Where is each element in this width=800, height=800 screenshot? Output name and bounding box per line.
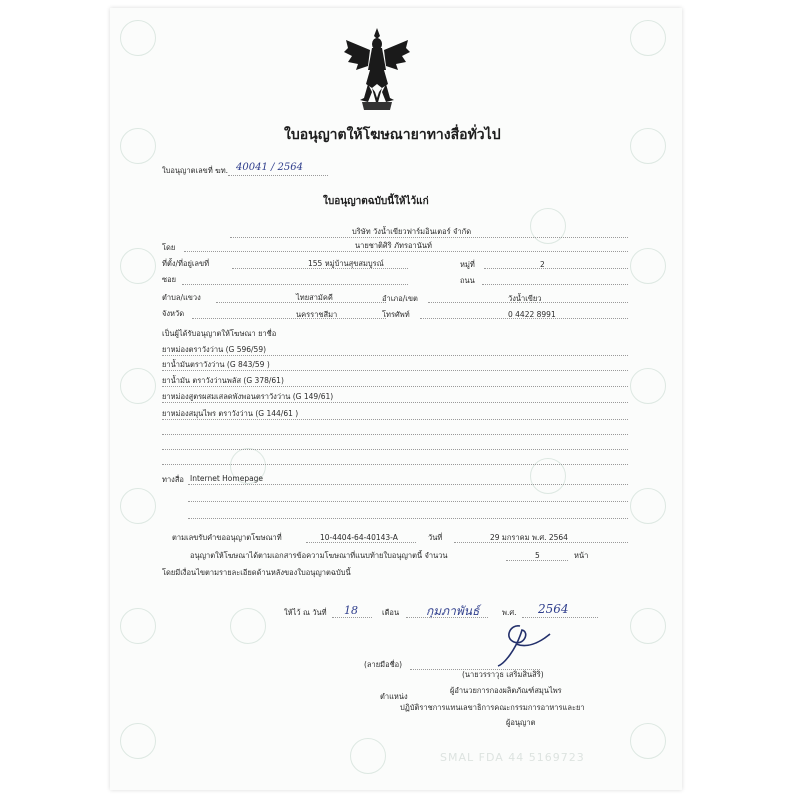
- garuda-emblem-icon: [342, 26, 412, 114]
- signature-label: (ลายมือชื่อ): [364, 660, 403, 669]
- position-line-2: ปฏิบัติราชการแทนเลขาธิการคณะกรรมการอาหารและยา: [400, 703, 585, 712]
- year-label: พ.ศ.: [502, 608, 517, 617]
- moo-label: หมู่ที่: [460, 260, 475, 269]
- request-date-value: 29 มกราคม พ.ศ. 2564: [490, 533, 568, 542]
- product-item: ยาหม่องสมุนไพร ตราวังว่าน (G 144/61 ): [162, 409, 299, 418]
- product-item: ยาน้ำมันตราวังว่าน (G 843/59 ): [162, 360, 270, 369]
- product-item: ยาหม่องตราวังว่าน (G 596/59): [162, 345, 267, 354]
- signatory-name: (นายวรราวุธ เสริมสินสิริ): [462, 670, 544, 679]
- province-value: นครราชสีมา: [296, 310, 338, 319]
- media-label: ทางสื่อ: [162, 475, 184, 484]
- district-value: วังน้ำเขียว: [508, 294, 542, 303]
- given-year-value: 2564: [538, 602, 569, 616]
- signature-icon: [490, 620, 560, 670]
- moo-value: 2: [540, 260, 545, 269]
- address-label: ที่ตั้ง/ที่อยู่เลขที่: [162, 259, 210, 268]
- district-label: อำเภอ/เขต: [382, 294, 418, 303]
- company-name: บริษัท วังน้ำเขียวฟาร์มอินเตอร์ จำกัด: [352, 227, 472, 236]
- license-number-value: 40041 / 2564: [236, 162, 303, 173]
- soi-label: ซอย: [162, 275, 176, 284]
- phone-label: โทรศัพท์: [382, 310, 410, 319]
- by-label: โดย: [162, 243, 176, 252]
- product-item: ยาหม่องสูตรผสมเสลดพังพอนตราวังว่าน (G 149/61): [162, 392, 334, 401]
- province-label: จังหวัด: [162, 309, 185, 318]
- subdistrict-value: ไทยสามัคคี: [296, 293, 333, 302]
- approval-text: อนุญาตให้โฆษณาได้ตามเอกสารข้อความโฆษณาที่แนบท้ายใบอนุญาตนี้ จำนวน: [190, 551, 448, 560]
- issued-to-heading: ใบอนุญาตฉบับนี้ให้ไว้แก่: [323, 196, 429, 207]
- license-document: [110, 8, 682, 790]
- address-value: 155 หมู่บ้านสุขสมบูรณ์: [308, 259, 384, 268]
- media-value: Internet Homepage: [190, 474, 264, 483]
- given-month-value: กุมภาพันธ์: [426, 604, 480, 618]
- given-on-label: ให้ไว้ ณ วันที่: [284, 608, 327, 617]
- request-value: 10-4404-64-40143-A: [320, 533, 398, 542]
- products-heading: เป็นผู้ได้รับอนุญาตให้โฆษณา ยาชื่อ: [162, 329, 277, 338]
- by-value: นายชาติศิริ ภัทรอานันท์: [355, 241, 432, 250]
- approval-pages-unit: หน้า: [574, 551, 589, 560]
- licensor-label: ผู้อนุญาต: [506, 718, 536, 727]
- request-label: ตามเลขรับคำขออนุญาตโฆษณาที่: [172, 533, 282, 542]
- phone-value: 0 4422 8991: [508, 310, 556, 319]
- given-day-value: 18: [344, 604, 358, 617]
- position-label: ตำแหน่ง: [380, 692, 408, 701]
- conditions-text: โดยมีเงื่อนไขตามรายละเอียดด้านหลังของใบอนุญาตฉบับนี้: [162, 568, 351, 577]
- product-item: ยาน้ำมัน ตราวังว่านพลัส (G 378/61): [162, 376, 284, 385]
- license-number-label: ใบอนุญาตเลขที่ ฆท.: [162, 166, 229, 175]
- month-label: เดือน: [382, 608, 400, 617]
- request-date-label: วันที่: [428, 533, 443, 542]
- approval-pages-value: 5: [535, 551, 540, 560]
- serial-number: SMAL FDA 44 5169723: [440, 751, 585, 764]
- position-line-1: ผู้อำนวยการกองผลิตภัณฑ์สมุนไพร: [450, 686, 562, 695]
- subdistrict-label: ตำบล/แขวง: [162, 293, 201, 302]
- document-title: ใบอนุญาตให้โฆษณายาทางสื่อทั่วไป: [284, 127, 501, 143]
- road-label: ถนน: [460, 276, 475, 285]
